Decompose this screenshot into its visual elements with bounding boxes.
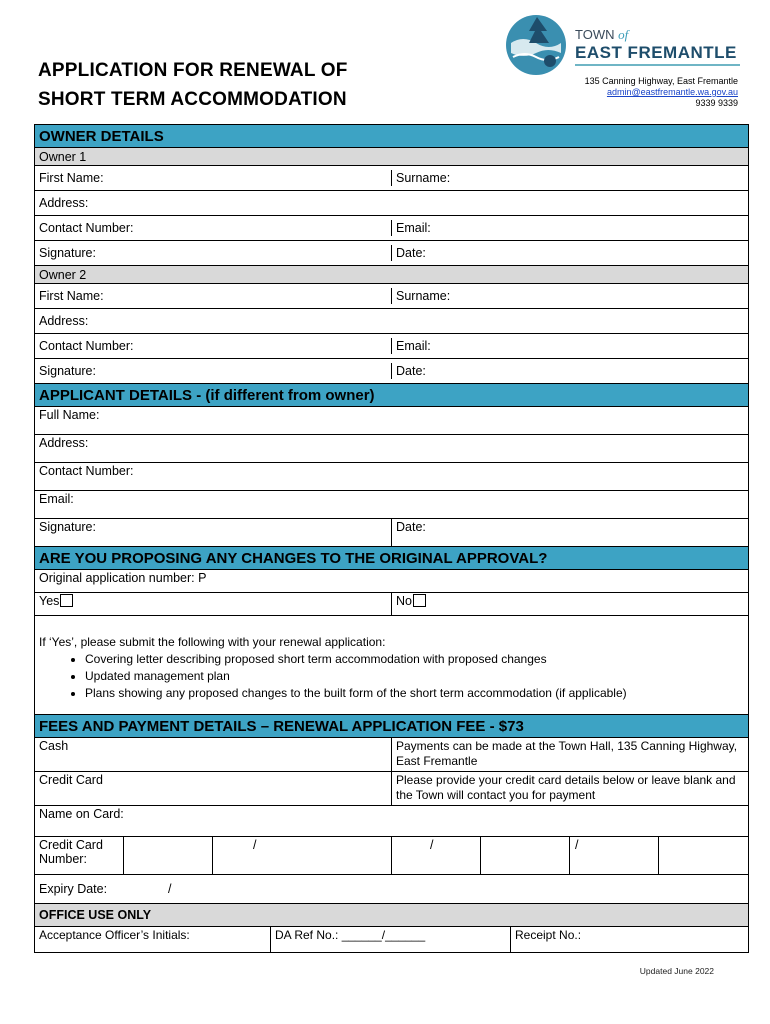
- cash-row: [35, 737, 748, 771]
- owner1-date-field[interactable]: Date:: [396, 246, 426, 260]
- officer-initials-field[interactable]: Acceptance Officer’s Initials:: [35, 927, 271, 952]
- owner2-subheader: Owner 2: [35, 265, 748, 283]
- logo-underline: [575, 64, 740, 66]
- office-use-header: OFFICE USE ONLY: [35, 903, 748, 926]
- owner2-email-field[interactable]: Email:: [396, 339, 431, 353]
- list-item: • Plans showing any proposed changes to the built form of the short term accommodation (if applicable): [85, 685, 744, 702]
- applicant-signature-row: [35, 518, 748, 546]
- contact-block: [585, 76, 738, 109]
- owner1-address-field[interactable]: Address:: [35, 190, 748, 215]
- cc-separator: /: [575, 838, 579, 852]
- contact-address: 135 Canning Highway, East Fremantle: [584, 76, 738, 86]
- name-on-card-field[interactable]: Name on Card:: [35, 805, 748, 836]
- owner1-email-field[interactable]: Email:: [396, 221, 431, 235]
- owner-section-header: OWNER DETAILS: [35, 124, 748, 147]
- expiry-date-field[interactable]: Expiry Date: /: [35, 874, 748, 903]
- owner2-name-row: [35, 283, 748, 308]
- changes-bullet-list: [39, 651, 744, 702]
- owner1-contact-row: [35, 215, 748, 240]
- owner2-first-name-field[interactable]: First Name:: [35, 288, 392, 304]
- no-option: No: [392, 593, 748, 615]
- applicant-signature-field[interactable]: Signature:: [35, 519, 392, 546]
- no-checkbox[interactable]: [413, 594, 426, 607]
- cc-digit-box-2[interactable]: [213, 837, 392, 874]
- owner2-contact-row: [35, 333, 748, 358]
- credit-card-option[interactable]: Credit Card: [35, 772, 392, 805]
- contact-email-link[interactable]: admin@eastfremantle.wa.gov.au: [606, 87, 738, 97]
- contact-phone: 9339 9339: [695, 98, 738, 108]
- applicant-section-header: APPLICANT DETAILS - (if different from owner): [35, 383, 748, 406]
- cash-option[interactable]: Cash: [35, 738, 392, 771]
- owner1-signature-field[interactable]: Signature:: [35, 245, 392, 261]
- owner2-signature-field[interactable]: Signature:: [35, 363, 392, 379]
- owner2-contact-field[interactable]: Contact Number:: [35, 338, 392, 354]
- applicant-contact-field[interactable]: Contact Number:: [35, 462, 748, 490]
- owner1-signature-row: [35, 240, 748, 265]
- cc-digit-box-1[interactable]: [124, 837, 213, 874]
- changes-instructions: [35, 615, 748, 714]
- owner1-name-row: [35, 165, 748, 190]
- list-item: • Covering letter describing proposed short term accommodation with proposed changes: [85, 651, 744, 668]
- owner1-subheader: Owner 1: [35, 147, 748, 165]
- expiry-separator: /: [168, 882, 172, 896]
- credit-card-row: [35, 771, 748, 805]
- original-application-number-field[interactable]: Original application number: P: [35, 569, 748, 592]
- logo-name-text: EAST FREMANTLE: [575, 43, 737, 62]
- yes-option: Yes: [35, 593, 392, 615]
- town-emblem-icon: [503, 13, 569, 77]
- cc-digit-box-6[interactable]: [659, 837, 748, 874]
- cc-number-label: Credit Card Number:: [35, 837, 124, 874]
- applicant-full-name-field[interactable]: Full Name:: [35, 406, 748, 434]
- da-ref-field[interactable]: DA Ref No.: ______/______: [271, 927, 511, 952]
- cc-digit-box-5[interactable]: [570, 837, 659, 874]
- changes-section-header: ARE YOU PROPOSING ANY CHANGES TO THE ORIGINAL APPROVAL?: [35, 546, 748, 569]
- cc-separator: /: [430, 838, 434, 852]
- title-line-1: APPLICATION FOR RENEWAL OF: [38, 60, 348, 81]
- fees-section-header: FEES AND PAYMENT DETAILS – RENEWAL APPLICATION FEE - $73: [35, 714, 748, 737]
- owner2-address-field[interactable]: Address:: [35, 308, 748, 333]
- office-use-row: [35, 926, 748, 952]
- credit-card-number-row: [35, 836, 748, 874]
- cc-separator: /: [253, 838, 257, 852]
- credit-card-note: Please provide your credit card details below or leave blank and the Town will contact you for payment: [396, 773, 736, 802]
- owner1-first-name-field[interactable]: First Name:: [35, 170, 392, 186]
- town-logo: [503, 13, 743, 77]
- changes-intro-text: If ‘Yes’, please submit the following with your renewal application:: [39, 635, 386, 649]
- owner1-contact-field[interactable]: Contact Number:: [35, 220, 392, 236]
- receipt-number-field[interactable]: Receipt No.:: [515, 928, 582, 942]
- applicant-address-field[interactable]: Address:: [35, 434, 748, 462]
- yes-checkbox[interactable]: [60, 594, 73, 607]
- application-form: [34, 124, 749, 953]
- page-title: [38, 56, 348, 114]
- yes-no-row: [35, 592, 748, 615]
- cc-digit-box-3[interactable]: [392, 837, 481, 874]
- cc-digit-box-4[interactable]: [481, 837, 570, 874]
- owner2-date-field[interactable]: Date:: [396, 364, 426, 378]
- owner2-signature-row: [35, 358, 748, 383]
- updated-date: Updated June 2022: [639, 966, 714, 976]
- list-item: • Updated management plan: [85, 668, 744, 685]
- cash-note: Payments can be made at the Town Hall, 135 Canning Highway, East Fremantle: [396, 739, 738, 768]
- owner1-surname-field[interactable]: Surname:: [396, 171, 451, 185]
- owner2-surname-field[interactable]: Surname:: [396, 289, 451, 303]
- title-line-2: SHORT TERM ACCOMMODATION: [38, 89, 347, 110]
- logo-town-text: TOWN of: [575, 27, 629, 42]
- applicant-email-field[interactable]: Email:: [35, 490, 748, 518]
- applicant-date-field[interactable]: Date:: [396, 520, 426, 534]
